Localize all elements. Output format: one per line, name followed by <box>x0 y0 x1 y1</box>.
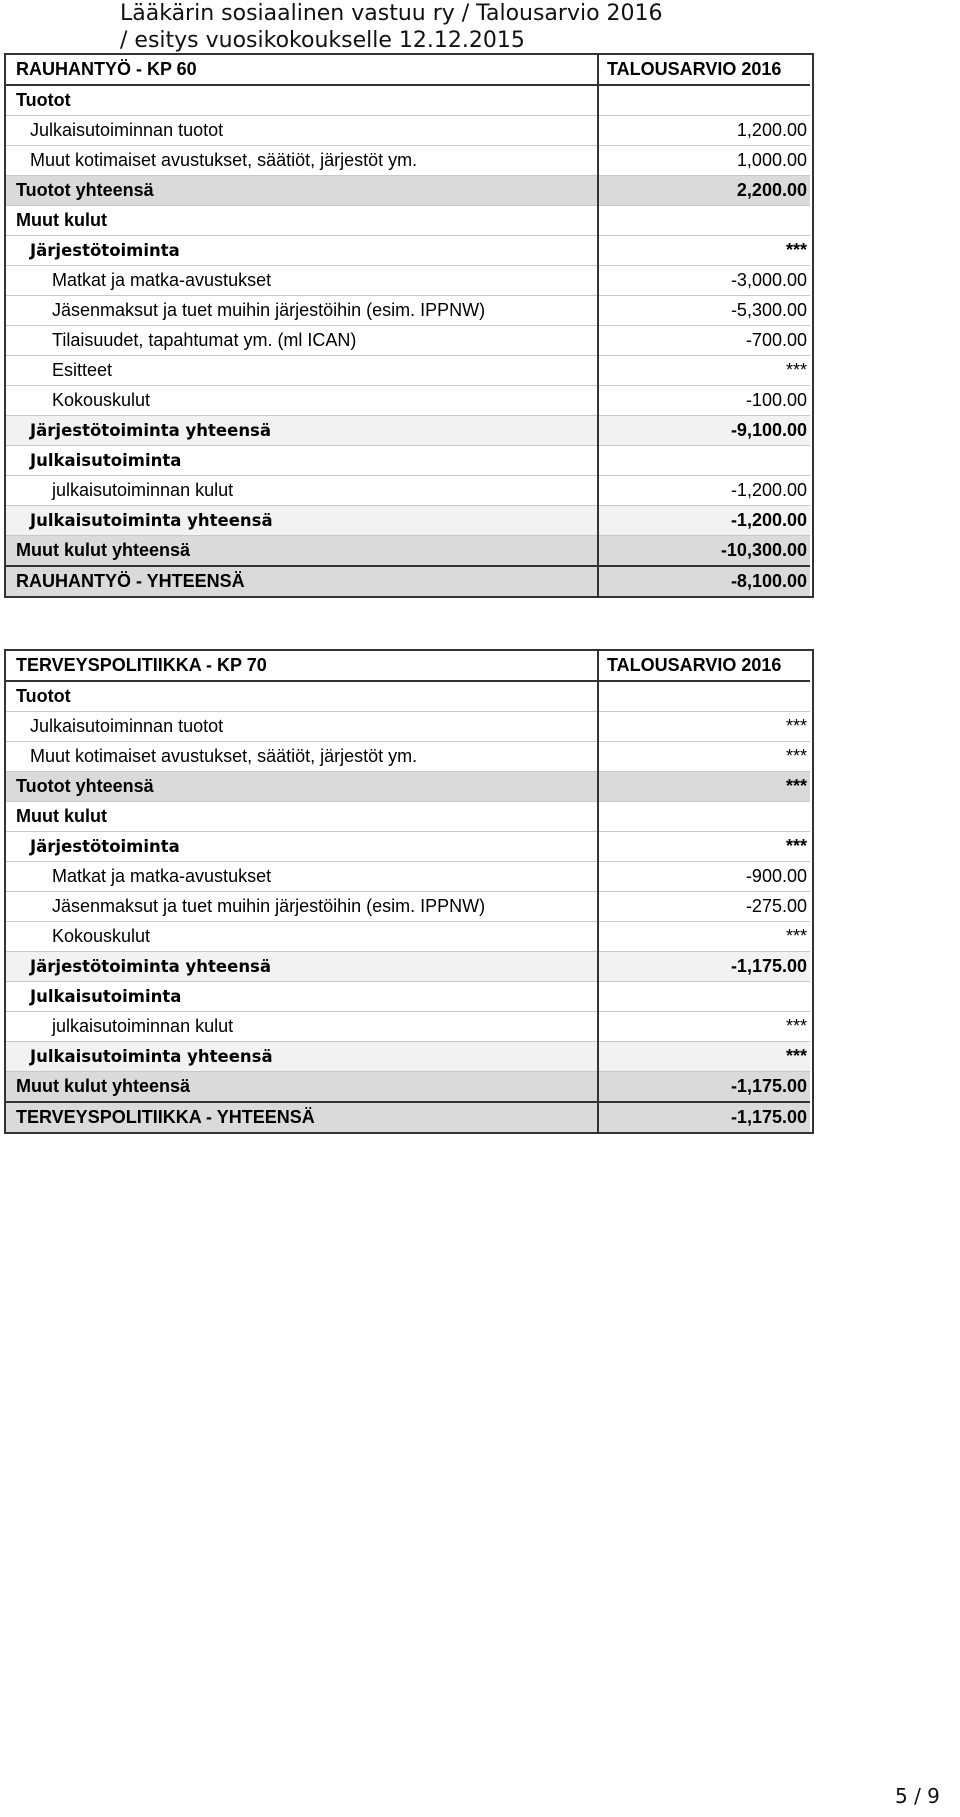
rauhantyo-budget-table <box>5 54 810 597</box>
row-value: *** <box>598 1042 810 1072</box>
row-value: -5,300.00 <box>598 296 810 326</box>
page-number: 5 / 9 <box>895 1784 940 1808</box>
row-value: *** <box>598 356 810 386</box>
row-value: *** <box>598 742 810 772</box>
table-row <box>5 952 810 982</box>
row-label: Julkaisutoiminta <box>5 982 598 1012</box>
table-row <box>5 566 810 597</box>
row-label: Kokouskulut <box>5 386 598 416</box>
row-value: *** <box>598 1012 810 1042</box>
row-value: -1,175.00 <box>598 1072 810 1103</box>
row-label: Järjestötoiminta <box>5 832 598 862</box>
table-row <box>5 446 810 476</box>
row-label: RAUHANTYÖ - YHTEENSÄ <box>5 566 598 597</box>
header-subtitle: / esitys vuosikokoukselle 12.12.2015 <box>120 28 525 53</box>
row-value: -275.00 <box>598 892 810 922</box>
table-row <box>5 862 810 892</box>
row-value <box>598 982 810 1012</box>
row-value: -1,200.00 <box>598 506 810 536</box>
row-value <box>598 206 810 236</box>
row-value: *** <box>598 832 810 862</box>
row-value: 2,200.00 <box>598 176 810 206</box>
row-value <box>598 802 810 832</box>
row-value: -900.00 <box>598 862 810 892</box>
row-label: Tuotot yhteensä <box>5 176 598 206</box>
row-value: *** <box>598 236 810 266</box>
row-value: -9,100.00 <box>598 416 810 446</box>
table-row <box>5 116 810 146</box>
row-value: *** <box>598 712 810 742</box>
row-label: Muut kulut <box>5 206 598 236</box>
table-row <box>5 892 810 922</box>
row-value: -1,175.00 <box>598 952 810 982</box>
table-row <box>5 236 810 266</box>
table-row <box>5 386 810 416</box>
row-label: Muut kulut <box>5 802 598 832</box>
row-label: Jäsenmaksut ja tuet muihin järjestöihin (esim. IPPNW) <box>5 892 598 922</box>
row-value: -700.00 <box>598 326 810 356</box>
table-row <box>5 742 810 772</box>
row-label: Tilaisuudet, tapahtumat ym. (ml ICAN) <box>5 326 598 356</box>
row-label: Järjestötoiminta yhteensä <box>5 952 598 982</box>
table-row <box>5 356 810 386</box>
table-row <box>5 326 810 356</box>
row-label: Tuotot <box>5 85 598 116</box>
table-row <box>5 712 810 742</box>
row-value: -100.00 <box>598 386 810 416</box>
row-label: Jäsenmaksut ja tuet muihin järjestöihin (esim. IPPNW) <box>5 296 598 326</box>
row-value <box>598 681 810 712</box>
budget-column-label: TALOUSARVIO 2016 <box>598 55 810 86</box>
table-row <box>5 1102 810 1133</box>
row-value: -10,300.00 <box>598 536 810 567</box>
table-row <box>5 536 810 567</box>
table-row <box>5 1072 810 1103</box>
table-row <box>5 982 810 1012</box>
table-row <box>5 296 810 326</box>
row-value: -1,175.00 <box>598 1102 810 1133</box>
table-row <box>5 266 810 296</box>
row-label: Tuotot <box>5 681 598 712</box>
table-row <box>5 802 810 832</box>
row-label: Julkaisutoiminta <box>5 446 598 476</box>
table-header-row <box>5 55 810 86</box>
row-value: *** <box>598 922 810 952</box>
row-label: Muut kotimaiset avustukset, säätiöt, järjestöt ym. <box>5 742 598 772</box>
header-title: Lääkärin sosiaalinen vastuu ry / Talousarvio 2016 <box>120 1 663 26</box>
table-row <box>5 1042 810 1072</box>
row-label: julkaisutoiminnan kulut <box>5 476 598 506</box>
row-label: Julkaisutoiminnan tuotot <box>5 712 598 742</box>
row-value: -3,000.00 <box>598 266 810 296</box>
row-label: Muut kotimaiset avustukset, säätiöt, järjestöt ym. <box>5 146 598 176</box>
row-label: Julkaisutoiminnan tuotot <box>5 116 598 146</box>
row-value <box>598 85 810 116</box>
row-label: Järjestötoiminta <box>5 236 598 266</box>
row-label: Järjestötoiminta yhteensä <box>5 416 598 446</box>
section-title: RAUHANTYÖ - KP 60 <box>5 55 598 86</box>
table-row <box>5 146 810 176</box>
section-title: TERVEYSPOLITIIKKA - KP 70 <box>5 651 598 682</box>
table-row <box>5 772 810 802</box>
table-row <box>5 176 810 206</box>
row-label: Matkat ja matka-avustukset <box>5 862 598 892</box>
table-row <box>5 206 810 236</box>
table-row <box>5 832 810 862</box>
row-value: 1,000.00 <box>598 146 810 176</box>
table-row <box>5 922 810 952</box>
row-value <box>598 446 810 476</box>
row-label: Esitteet <box>5 356 598 386</box>
row-label: Julkaisutoiminta yhteensä <box>5 506 598 536</box>
table-row <box>5 416 810 446</box>
row-value: *** <box>598 772 810 802</box>
row-label: Matkat ja matka-avustukset <box>5 266 598 296</box>
budget-column-label: TALOUSARVIO 2016 <box>598 651 810 682</box>
row-label: Tuotot yhteensä <box>5 772 598 802</box>
row-value: -8,100.00 <box>598 566 810 597</box>
row-label: Julkaisutoiminta yhteensä <box>5 1042 598 1072</box>
terveyspolitiikka-budget-table <box>5 650 810 1133</box>
row-label: julkaisutoiminnan kulut <box>5 1012 598 1042</box>
document-header <box>120 0 740 54</box>
row-label: Kokouskulut <box>5 922 598 952</box>
table-row <box>5 476 810 506</box>
table-row <box>5 506 810 536</box>
row-value: 1,200.00 <box>598 116 810 146</box>
row-label: Muut kulut yhteensä <box>5 536 598 567</box>
table-row <box>5 681 810 712</box>
row-label: Muut kulut yhteensä <box>5 1072 598 1103</box>
table-row <box>5 85 810 116</box>
row-value: -1,200.00 <box>598 476 810 506</box>
table-header-row <box>5 651 810 682</box>
table-row <box>5 1012 810 1042</box>
row-label: TERVEYSPOLITIIKKA - YHTEENSÄ <box>5 1102 598 1133</box>
